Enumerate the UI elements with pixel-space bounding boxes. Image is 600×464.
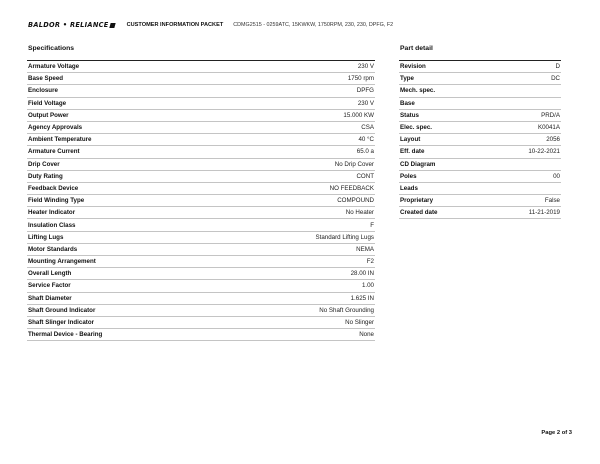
spec-row-label: Ambient Temperature bbox=[28, 136, 92, 144]
part-detail-row-value: 11-21-2019 bbox=[528, 209, 560, 217]
spec-row-value: DPFG bbox=[356, 87, 374, 95]
spec-row-label: Output Power bbox=[28, 111, 69, 119]
spec-row-label: Heater Indicator bbox=[28, 209, 76, 217]
part-detail-row-value: DC bbox=[551, 75, 560, 83]
part-detail-row bbox=[399, 134, 561, 146]
part-detail-row-label: Poles bbox=[400, 172, 417, 180]
specifications-table bbox=[27, 60, 375, 341]
part-detail-row bbox=[399, 183, 561, 195]
part-detail-row-value: PRD/A bbox=[541, 111, 560, 119]
part-detail-row-value: 2056 bbox=[546, 136, 560, 144]
spec-row-label: Base Speed bbox=[28, 75, 64, 83]
spec-row-label: Service Factor bbox=[28, 282, 71, 290]
part-detail-table bbox=[399, 60, 561, 219]
spec-row-value: 230 V bbox=[357, 99, 374, 107]
spec-row bbox=[27, 219, 375, 231]
spec-row-label: Shaft Slinger Indicator bbox=[28, 319, 95, 327]
spec-row bbox=[27, 122, 375, 134]
spec-row-label: Mounting Arrangement bbox=[28, 258, 96, 266]
spec-row-label: Motor Standards bbox=[28, 245, 78, 253]
spec-row bbox=[27, 244, 375, 256]
spec-row-label: Duty Rating bbox=[28, 172, 63, 180]
part-detail-row bbox=[399, 110, 561, 122]
spec-row-value: NO FEEDBACK bbox=[329, 184, 374, 192]
spec-row bbox=[27, 134, 375, 146]
part-detail-row-label: Elec. spec. bbox=[400, 124, 432, 132]
part-detail-row-label: CD Diagram bbox=[400, 160, 436, 168]
spec-row-value: 40 °C bbox=[358, 136, 374, 144]
spec-row-value: 1.625 IN bbox=[350, 294, 374, 302]
part-detail-row-label: Revision bbox=[400, 63, 426, 71]
brand-logo bbox=[28, 21, 115, 29]
spec-row-value: 1.00 bbox=[361, 282, 374, 290]
part-detail-row bbox=[399, 98, 561, 110]
spec-row bbox=[27, 171, 375, 183]
spec-row-label: Enclosure bbox=[28, 87, 58, 95]
part-detail-row bbox=[399, 195, 561, 207]
part-detail-row-label: Type bbox=[400, 75, 414, 83]
part-detail-row-value: D bbox=[555, 63, 560, 71]
spec-row-value: None bbox=[359, 331, 374, 339]
spec-row-label: Field Voltage bbox=[28, 99, 67, 107]
spec-row bbox=[27, 183, 375, 195]
part-detail-title: Part detail bbox=[400, 45, 433, 52]
spec-row-label: Drip Cover bbox=[28, 160, 60, 168]
spec-row-value: No Heater bbox=[345, 209, 374, 217]
spec-row-value: F2 bbox=[366, 258, 374, 266]
part-detail-row bbox=[399, 85, 561, 97]
part-detail-row-label: Proprietary bbox=[400, 197, 434, 205]
part-detail-row bbox=[399, 207, 561, 219]
spec-row-value: 15.000 KW bbox=[343, 111, 374, 119]
part-detail-row bbox=[399, 171, 561, 183]
part-detail-row-label: Base bbox=[400, 99, 415, 107]
spec-row bbox=[27, 98, 375, 110]
part-detail-row-label: Status bbox=[400, 111, 419, 119]
part-detail-row-value: 10-22-2021 bbox=[528, 148, 560, 156]
spec-row-label: Feedback Device bbox=[28, 184, 79, 192]
brand-logo-text: BALDOR • RELIANCE bbox=[28, 21, 109, 29]
spec-row-label: Shaft Ground Indicator bbox=[28, 306, 96, 314]
spec-row-label: Armature Voltage bbox=[28, 63, 80, 71]
part-detail-row bbox=[399, 73, 561, 85]
spec-row-label: Lifting Lugs bbox=[28, 233, 64, 241]
spec-row-value: 230 V bbox=[357, 63, 374, 71]
part-detail-row bbox=[399, 146, 561, 158]
spec-row-value: CONT bbox=[356, 172, 374, 180]
part-detail-row bbox=[399, 61, 561, 73]
part-detail-row-value: False bbox=[544, 197, 560, 205]
packet-title: CUSTOMER INFORMATION PACKET bbox=[126, 22, 224, 28]
part-detail-row-value: K0041A bbox=[537, 124, 560, 132]
spec-row bbox=[27, 329, 375, 341]
spec-row bbox=[27, 110, 375, 122]
spec-row bbox=[27, 280, 375, 292]
spec-row-label: Insulation Class bbox=[28, 221, 76, 229]
part-detail-row bbox=[399, 159, 561, 171]
spec-row bbox=[27, 305, 375, 317]
document-header bbox=[28, 19, 393, 31]
spec-row-value: F bbox=[370, 221, 374, 229]
spec-row-value: COMPOUND bbox=[337, 197, 374, 205]
part-detail-row-value: 00 bbox=[553, 172, 560, 180]
spec-row-value: 1750 rpm bbox=[347, 75, 374, 83]
spec-row-label: Shaft Diameter bbox=[28, 294, 72, 302]
part-detail-row-label: Created date bbox=[400, 209, 438, 217]
spec-row bbox=[27, 256, 375, 268]
spec-row bbox=[27, 195, 375, 207]
spec-row bbox=[27, 317, 375, 329]
spec-row-value: 28.00 IN bbox=[350, 270, 374, 278]
part-detail-row bbox=[399, 122, 561, 134]
spec-row-label: Thermal Device - Bearing bbox=[28, 331, 103, 339]
page-number: Page 2 of 3 bbox=[541, 430, 572, 436]
spec-row bbox=[27, 61, 375, 73]
spec-row-value: Standard Lifting Lugs bbox=[315, 233, 374, 241]
spec-row bbox=[27, 85, 375, 97]
spec-row-label: Field Winding Type bbox=[28, 197, 85, 205]
spec-row bbox=[27, 159, 375, 171]
spec-row bbox=[27, 146, 375, 158]
spec-row-label: Armature Current bbox=[28, 148, 80, 156]
spec-row bbox=[27, 268, 375, 280]
spec-row bbox=[27, 232, 375, 244]
part-detail-row-label: Mech. spec. bbox=[400, 87, 436, 95]
spec-row-label: Overall Length bbox=[28, 270, 72, 278]
spec-row-value: No Shaft Grounding bbox=[319, 306, 374, 314]
spec-row-value: CSA bbox=[361, 124, 374, 132]
spec-row-label: Agency Approvals bbox=[28, 124, 83, 132]
spec-row bbox=[27, 73, 375, 85]
spec-row-value: No Slinger bbox=[345, 319, 374, 327]
logo-mark-icon bbox=[109, 23, 115, 28]
specifications-title: Specifications bbox=[28, 45, 75, 52]
part-detail-row-label: Eff. date bbox=[400, 148, 425, 156]
spec-row-value: No Drip Cover bbox=[334, 160, 374, 168]
packet-subtitle: CDMG2515 - 0259ATC, 15KWKW, 1750RPM, 230, 230, DPFG, F2 bbox=[233, 22, 394, 28]
spec-row bbox=[27, 293, 375, 305]
part-detail-row-label: Layout bbox=[400, 136, 421, 144]
part-detail-row-label: Leads bbox=[400, 184, 418, 192]
spec-row-value: 65.0 a bbox=[356, 148, 374, 156]
spec-row-value: NEMA bbox=[356, 245, 374, 253]
spec-row bbox=[27, 207, 375, 219]
